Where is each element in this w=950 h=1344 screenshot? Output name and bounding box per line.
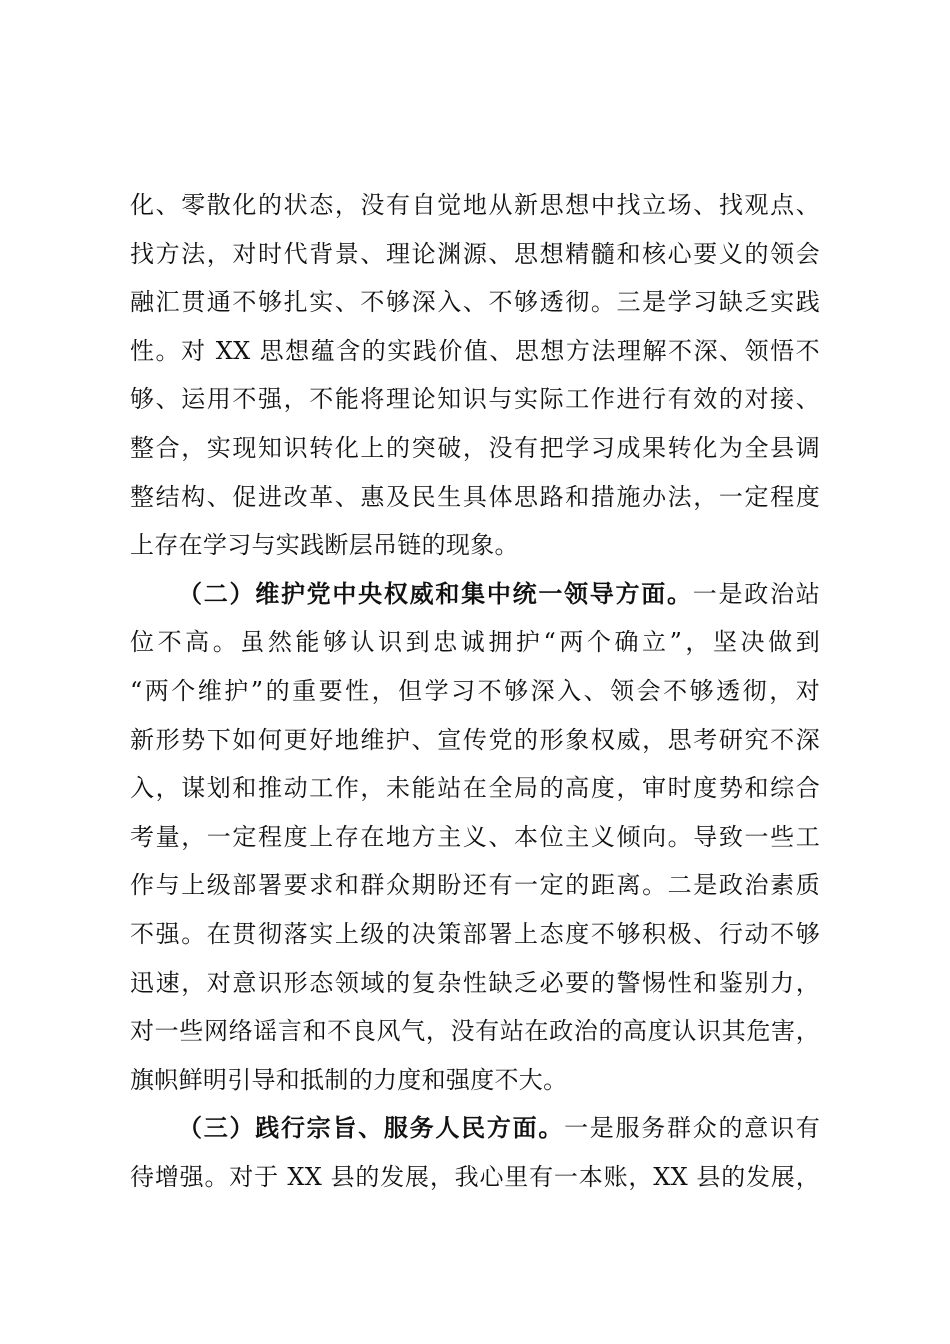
paragraph-line: 入，谋划和推动工作，未能站在全局的高度，审时度势和综合 [130, 774, 820, 803]
paragraph-text: 一是服务群众的意识有 [564, 1114, 820, 1143]
paragraph-line: 性。对 XX 思想蕴含的实践价值、思想方法理解不深、领悟不 [130, 336, 820, 365]
paragraph-2 [130, 570, 820, 1105]
section-heading: （三）践行宗旨、服务人民方面。 [178, 1113, 565, 1143]
paragraph-1 [130, 181, 820, 570]
paragraph-line: 考量，一定程度上存在地方主义、本位主义倾向。导致一些工 [130, 822, 820, 851]
paragraph-text: 一是政治站 [692, 579, 820, 608]
paragraph-line: 对一些网络谣言和不良风气，没有站在政治的高度认识其危害， [130, 1017, 820, 1046]
paragraph-line: “两个维护”的重要性，但学习不够深入、领会不够透彻，对 [130, 676, 820, 705]
paragraph-line: 待增强。对于 XX 县的发展，我心里有一本账，XX 县的发展， [130, 1162, 820, 1191]
paragraph-line: 位不高。虽然能够认识到忠诚拥护“两个确立”，坚决做到 [130, 628, 820, 657]
paragraph-line: 迅速，对意识形态领域的复杂性缺乏必要的警惕性和鉴别力， [130, 968, 820, 997]
paragraph-line: 作与上级部署要求和群众期盼还有一定的距离。二是政治素质 [130, 871, 820, 900]
paragraph-line: 不强。在贯彻落实上级的决策部署上态度不够积极、行动不够 [130, 919, 820, 948]
paragraph-line: 整结构、促进改革、惠及民生具体思路和措施办法，一定程度 [130, 482, 820, 511]
paragraph-line: 整合，实现知识转化上的突破，没有把学习成果转化为全县调 [130, 433, 820, 462]
paragraph-first-line [130, 1104, 820, 1153]
paragraph-line: 融汇贯通不够扎实、不够深入、不够透彻。三是学习缺乏实践 [130, 288, 820, 317]
paragraph-line: 新形势下如何更好地维护、宣传党的形象权威，思考研究不深 [130, 725, 820, 754]
paragraph-line: 上存在学习与实践断层吊链的现象。 [130, 531, 519, 560]
document-body [130, 181, 820, 1201]
paragraph-line: 找方法，对时代背景、理论渊源、思想精髓和核心要义的领会 [130, 239, 820, 268]
paragraph-line: 旗帜鲜明引导和抵制的力度和强度不大。 [130, 1065, 568, 1094]
paragraph-line: 化、零散化的状态，没有自觉地从新思想中找立场、找观点、 [130, 191, 820, 219]
paragraph-line: 够、运用不强，不能将理论知识与实际工作进行有效的对接、 [130, 385, 820, 414]
paragraph-3 [130, 1104, 820, 1201]
paragraph-first-line [130, 570, 820, 619]
section-heading: （二）维护党中央权威和集中统一领导方面。 [178, 578, 693, 608]
